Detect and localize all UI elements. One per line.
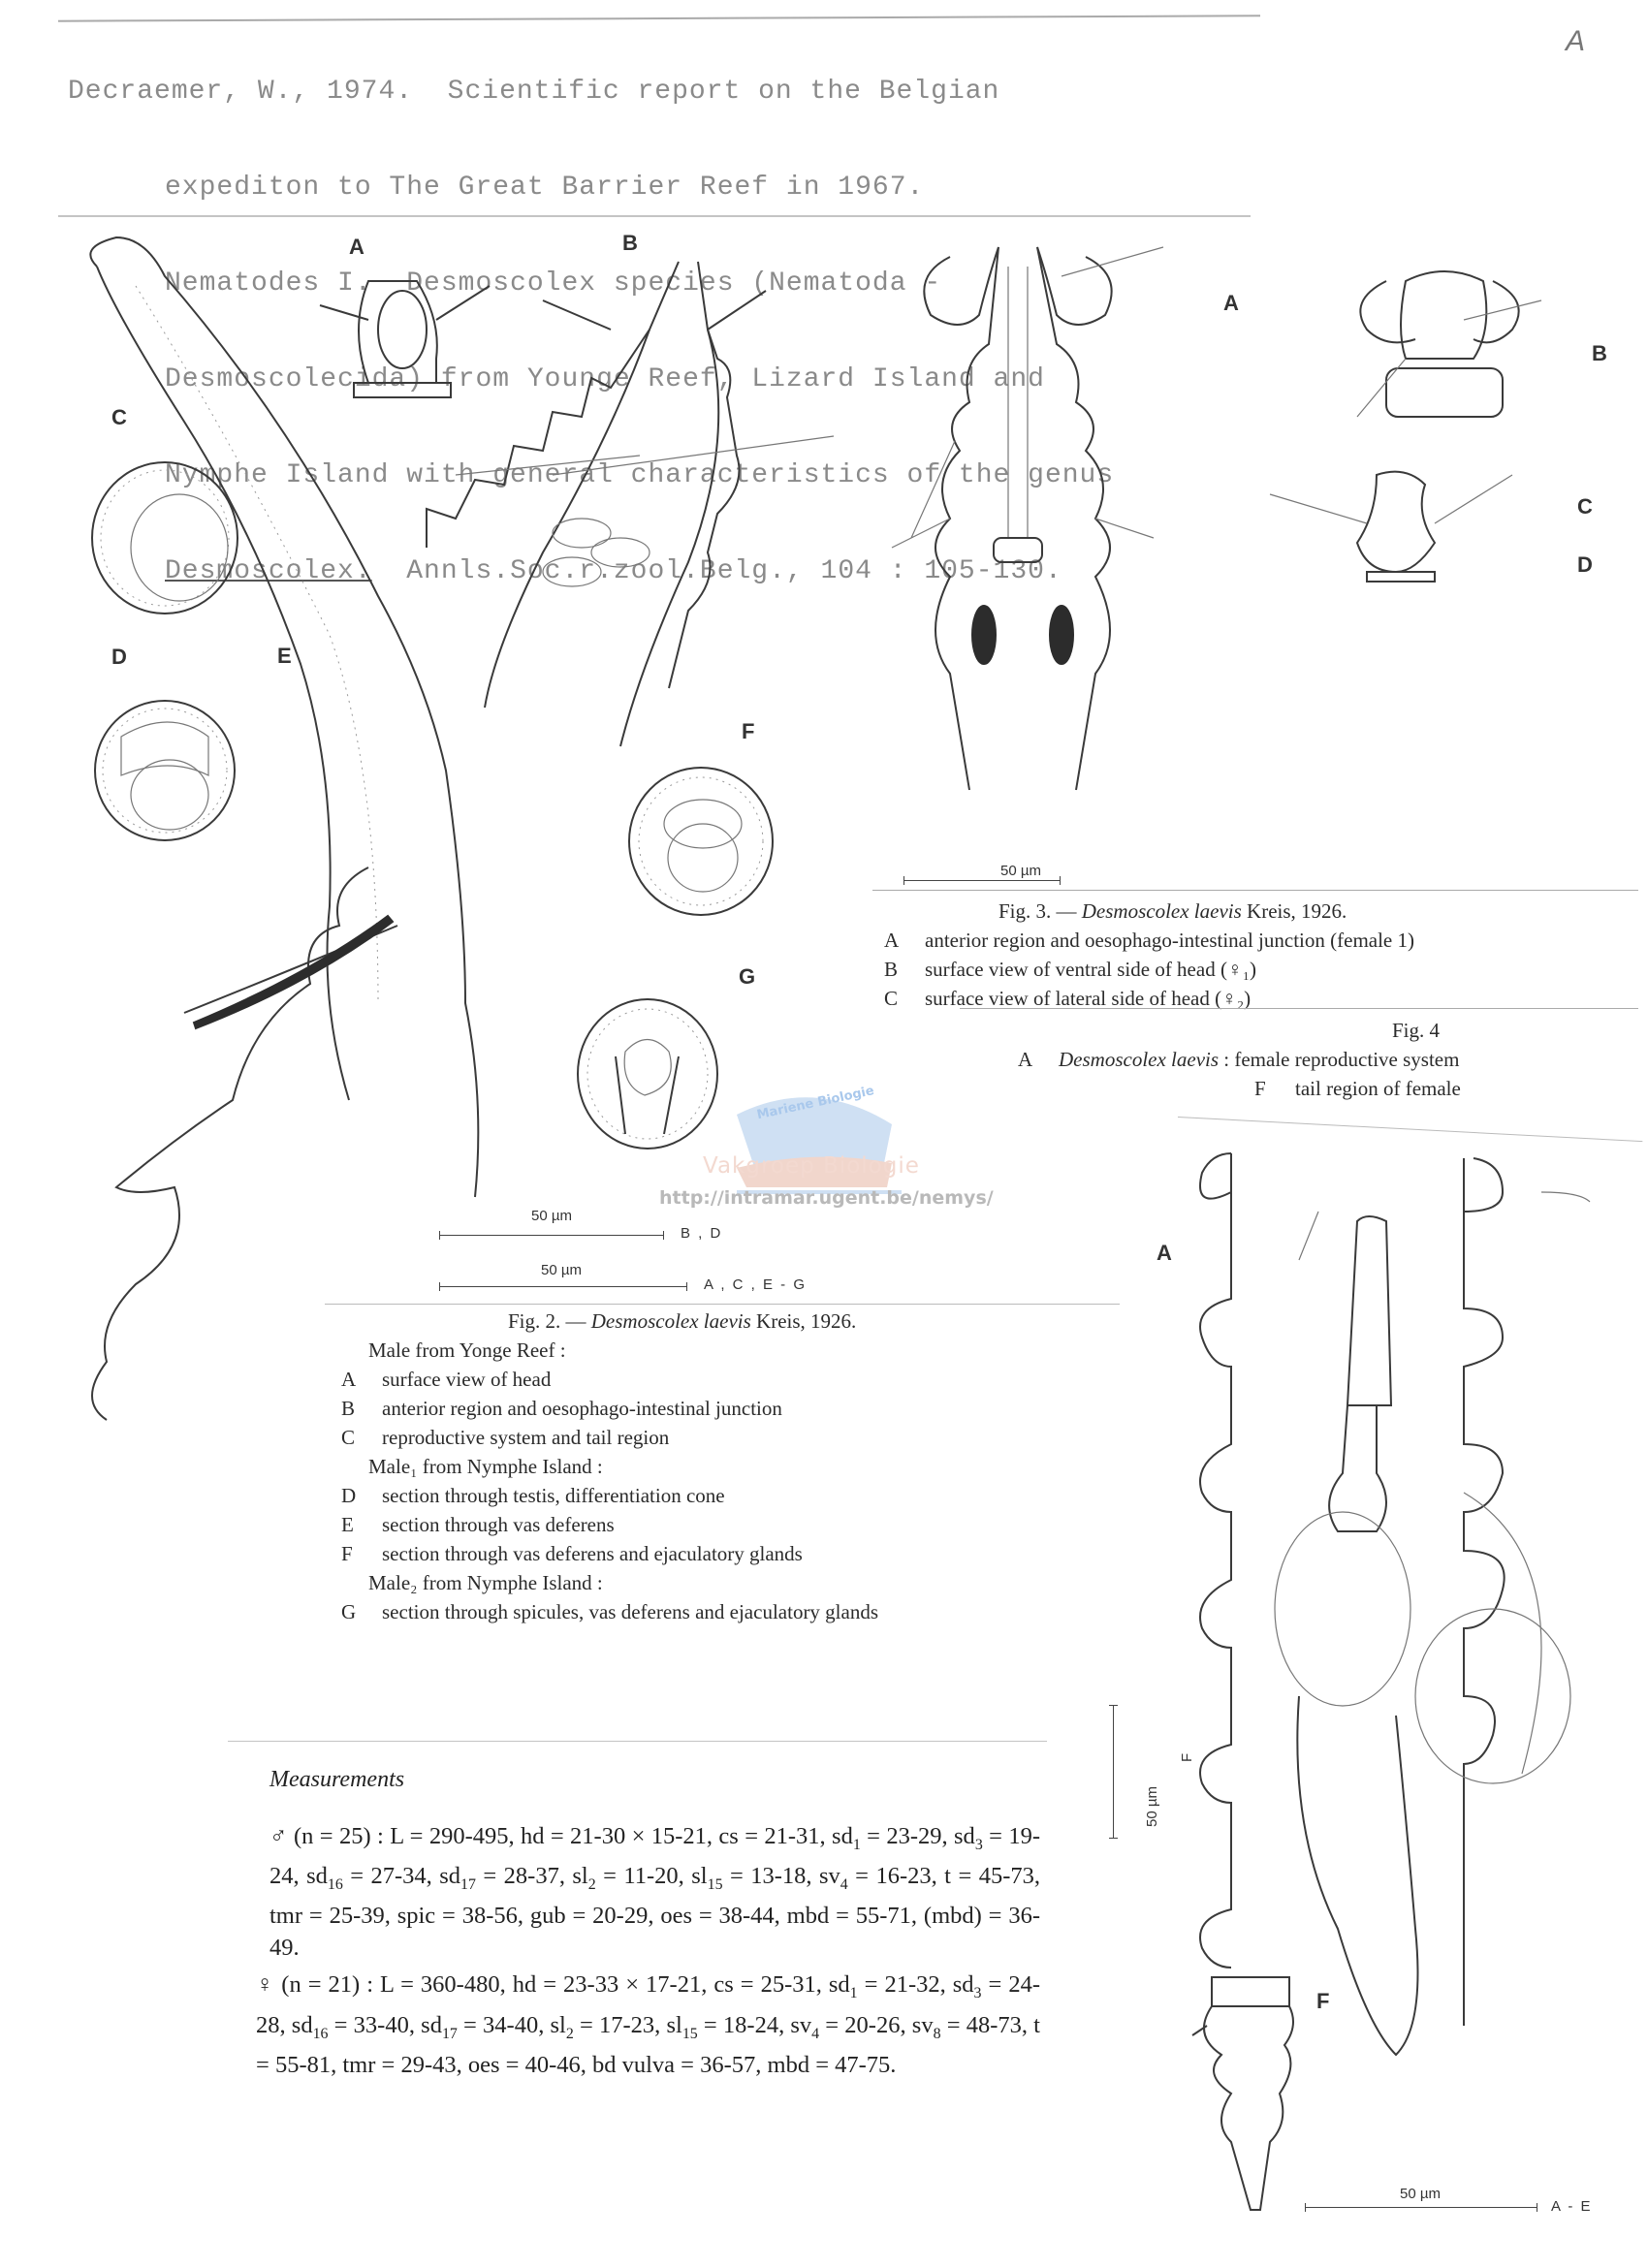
fig4-caption-item: A Desmoscolex laevis : female reproductive system <box>1018 1048 1460 1071</box>
fig2-label-c: C <box>111 405 127 429</box>
fig2-label-b: B <box>622 231 638 255</box>
male-n: (n = 25) <box>294 1822 371 1849</box>
fig2-scale-label-2: 50 µm <box>541 1262 582 1278</box>
fig3-label-b: B <box>1592 341 1607 365</box>
fig2-caption-item: G section through spicules, vas deferens and ejaculatory glands <box>341 1600 879 1623</box>
fig4-caption-title: Fig. 4 <box>1392 1019 1441 1042</box>
fig2-caption-item: B anterior region and oesophago-intestinal junction <box>341 1397 782 1420</box>
fig4-scale-bar-ae <box>1305 2207 1537 2208</box>
fig4-caption-item: F tail region of female <box>1254 1077 1461 1100</box>
fig2-group-heading: Male from Yonge Reef : <box>368 1339 566 1362</box>
fig3-caption-item: C surface view of lateral side of head (♀₂) <box>884 987 1252 1010</box>
fig2-scale-bar-2 <box>439 1286 687 1287</box>
genus-underlined: Desmoscolex. <box>165 556 372 586</box>
fig2-drawing-f-section <box>625 766 780 921</box>
fig4-scale-tag-ae: A - E <box>1551 2198 1593 2215</box>
fig3-label-c: C <box>1577 494 1593 519</box>
fig3-caption <box>884 897 1648 1013</box>
fig3-label-d: D <box>1577 552 1593 577</box>
measurements-section <box>256 1764 1040 2088</box>
watermark-arc-text: Mariene Biologie <box>755 1084 876 1123</box>
fig2-caption-rule <box>325 1304 1120 1305</box>
citation-line-4: Desmoscolecida) from Younge Reef, Lizard Island and <box>165 364 1045 394</box>
fig2-label-a: A <box>349 235 364 259</box>
citation-line-3: Nematodes I. Desmoscolex species (Nematoda - <box>165 268 942 299</box>
fig2-drawing-b-anterior <box>417 242 853 756</box>
fig2-caption-title: Fig. 2. — Desmoscolex laevis Kreis, 1926. <box>508 1309 857 1333</box>
fig2-group-heading: Male₂ from Nymphe Island : <box>368 1571 603 1594</box>
fig4-label-a: A <box>1157 1241 1172 1265</box>
fig3-label-a: A <box>1223 291 1239 315</box>
fig2-caption-item: A surface view of head <box>341 1368 552 1391</box>
watermark-url: http://intramar.ugent.be/nemys/ <box>659 1187 994 1209</box>
fig3-drawing-c-head <box>1270 465 1522 591</box>
header-bottom-rule <box>58 215 1251 217</box>
fig2-caption-item: C reproductive system and tail region <box>341 1426 670 1449</box>
fig2-caption-item: D section through testis, differentiation cone <box>341 1484 725 1507</box>
fig3-species: Desmoscolex laevis <box>1081 899 1242 923</box>
measurements-heading: Measurements <box>269 1767 405 1792</box>
fig3-scale-bar <box>903 880 1061 881</box>
fig4-top-rule <box>1178 1117 1642 1142</box>
fig2-scale-tag-1: B , D <box>681 1225 723 1242</box>
fig2-caption-item: F section through vas deferens and ejaculatory glands <box>341 1542 803 1565</box>
fig2-label-d: D <box>111 645 127 669</box>
fig2-group-heading: Male₁ from Nymphe Island : <box>368 1455 603 1478</box>
fig4-drawing-f-tail <box>1192 1968 1328 2220</box>
fig4-caption <box>1018 1016 1638 1103</box>
fig2-species: Desmoscolex laevis <box>590 1309 751 1333</box>
fig2-caption <box>341 1307 1117 1626</box>
measurements-female <box>256 1969 1040 2081</box>
fig2-scale-bar-1 <box>439 1235 664 1236</box>
fig2-label-e: E <box>277 644 292 668</box>
fig2-label-g: G <box>739 964 756 989</box>
fig2-drawing-c-section <box>87 456 252 620</box>
journal-reference: Annls.Soc.r.zool.Belg., 104 : 105-130. <box>371 556 1062 586</box>
measurements-male <box>269 1821 1040 1965</box>
fig2-scale-tag-2: A , C , E - G <box>704 1276 808 1293</box>
fig3-caption-item: A anterior region and oesophago-intestinal junction (female 1) <box>884 929 1414 952</box>
fig3-caption-bottom-rule <box>960 1008 1638 1009</box>
measurements-top-rule <box>228 1741 1047 1742</box>
fig3-drawing-b-head <box>1347 262 1561 436</box>
citation-line-1: Decraemer, W., 1974. Scientific report on the Belgian <box>68 77 1000 107</box>
fig3-drawing-a-anterior <box>892 228 1202 829</box>
fig3-caption-item: B surface view of ventral side of head (♀₁) <box>884 958 1257 981</box>
corner-handwritten-mark: A <box>1566 25 1586 57</box>
fig4-scale-bar-f <box>1113 1705 1114 1839</box>
fig3-caption-rule <box>872 890 1638 891</box>
fig2-drawing-d-section <box>92 698 247 853</box>
fig4-scale-label-f: 50 µm <box>1144 1786 1160 1827</box>
watermark-name: Vakgroep Biologie <box>703 1153 920 1179</box>
male-values: : L = 290-495, hd = 21-30 × 15-21, cs = 21-31, $sd_1 = 23-29$, $sd_3 = 19-24$, $sd_{16} = 27-34$, $sd_{17} = 28-37$, $sl_2 = 11-20$, $sl_{15} = 13-18$, $sv_4 = 16-23$, t = 45-73, tmr = 25-39, spic = 38-56, gub = 20-29, oes = 38-44, mbd = 55-71, (mbd) = 36-49. <box>269 1822 1040 1961</box>
fig4-scale-label-ae: 50 µm <box>1400 2186 1441 2202</box>
female-symbol: ♀ <box>256 1971 275 1999</box>
fig4-label-f: F <box>1316 1989 1330 2013</box>
female-values: : L = 360-480, hd = 23-33 × 17-21, cs = 25-31, $sd_1 = 21-32$, $sd_3 = 24-28$, $sd_{16} = 33-40$, $sd_{17} = 34-40$, $sl_2 = 17-23$, $sl_{15} = 18-24$, $sv_4 = 20-26$, $sv_8 = 48-73$, t = 55-81, tmr = 29-43, oes = 40-46, bd vulva = 36-57, mbd = 47-75. <box>256 1971 1040 2079</box>
fig2-scale-label-1: 50 µm <box>531 1208 572 1224</box>
citation-line-2: expediton to The Great Barrier Reef in 1967. <box>165 173 925 203</box>
fig2-label-f: F <box>742 719 755 743</box>
fig4-scale-tag-f: F <box>1179 1752 1195 1762</box>
fig3-caption-title: Fig. 3. — Desmoscolex laevis Kreis, 1926. <box>998 899 1347 923</box>
citation-line-5: Nymphe Island with general characteristics of the genus <box>165 460 1115 490</box>
male-symbol: ♂ <box>269 1822 288 1849</box>
female-n: (n = 21) <box>281 1971 361 1999</box>
fig3-scale-label: 50 µm <box>1000 863 1041 879</box>
fig2-caption-item: E section through vas deferens <box>341 1513 615 1536</box>
